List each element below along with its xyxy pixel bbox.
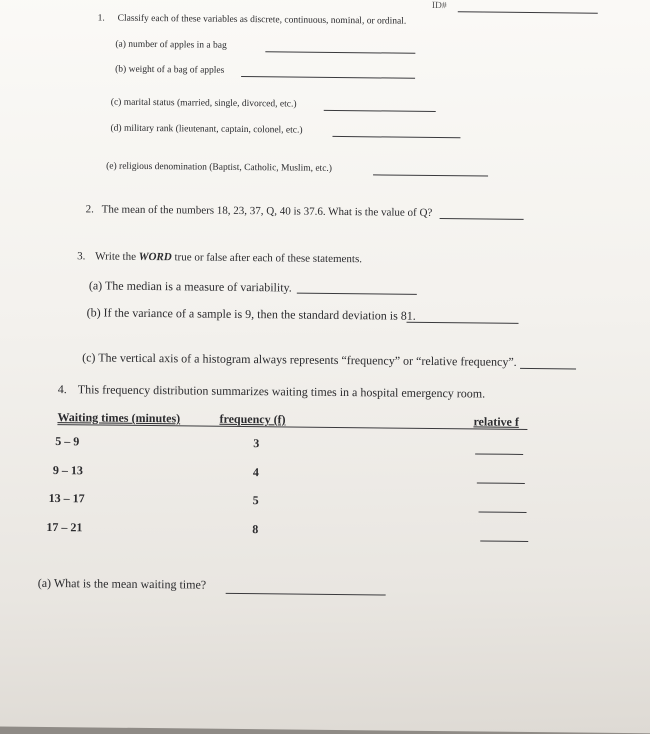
table-row-frequency: 5: [252, 493, 259, 508]
q4-prompt: This frequency distribution summarizes waiting times in a hospital emergency room.: [77, 382, 486, 401]
q3-item-b: (b) If the variance of a sample is 9, then the standard deviation is 81.: [86, 305, 416, 323]
relative-f-answer-line[interactable]: [475, 453, 523, 455]
relative-f-answer-line[interactable]: [479, 511, 527, 513]
q3-prompt: Write the WORD true or false after each of these statements.: [95, 250, 363, 266]
table-row-frequency: 3: [253, 436, 260, 451]
q3-answer-line-a[interactable]: [297, 293, 417, 295]
q3-answer-line-c[interactable]: [520, 368, 576, 370]
col-header-relative-f: relative f: [473, 414, 519, 429]
q1-number: 1.: [97, 13, 105, 24]
q4-answer-line-a[interactable]: [226, 593, 386, 596]
q1-answer-line-e[interactable]: [373, 174, 488, 176]
q3-item-c: (c) The vertical axis of a histogram always represents “frequency” or “relative frequency”.: [82, 350, 517, 369]
id-label: ID#: [431, 0, 447, 12]
q1-item-d: (d) military rank (lieutenant, captain, colonel, etc.): [110, 123, 303, 136]
q2-answer-line[interactable]: [440, 218, 524, 220]
q4-number: 4.: [57, 382, 67, 397]
q1-item-c: (c) marital status (married, single, divorced, etc.): [110, 97, 297, 110]
q4-sub-a: (a) What is the mean waiting time?: [37, 575, 207, 592]
q3-number: 3.: [77, 250, 86, 263]
table-row-interval: 13 – 17: [48, 490, 85, 506]
q1-answer-line-d[interactable]: [332, 136, 460, 138]
q2-number: 2.: [85, 203, 95, 216]
col-header-frequency: frequency (f): [219, 411, 286, 427]
q1-item-b: (b) weight of a bag of apples: [115, 64, 225, 76]
relative-f-answer-line[interactable]: [477, 482, 525, 484]
q1-item-a: (a) number of apples in a bag: [115, 39, 227, 51]
q3-answer-line-b[interactable]: [407, 322, 519, 324]
col-header-waiting-times: Waiting times (minutes): [57, 410, 181, 426]
q3-item-a: (a) The median is a measure of variability.: [88, 278, 292, 295]
q1-answer-line-c[interactable]: [324, 110, 436, 112]
table-row-interval: 17 – 21: [46, 519, 83, 535]
q1-prompt: Classify each of these variables as discrete, continuous, nominal, or ordinal.: [117, 13, 407, 27]
table-row-frequency: 8: [252, 522, 259, 537]
id-answer-line[interactable]: [458, 11, 598, 13]
relative-f-answer-line[interactable]: [480, 540, 528, 542]
table-header-rule: [57, 424, 527, 430]
table-row-frequency: 4: [252, 465, 260, 480]
table-row-interval: 9 – 13: [52, 463, 84, 478]
q1-answer-line-a[interactable]: [265, 51, 415, 54]
q1-answer-line-b[interactable]: [241, 76, 415, 79]
q2-prompt: The mean of the numbers 18, 23, 37, Q, 40 is 37.6. What is the value of Q?: [101, 203, 433, 219]
q1-item-e: (e) religious denomination (Baptist, Catholic, Muslim, etc.): [106, 161, 333, 174]
table-row-interval: 5 – 9: [55, 434, 80, 449]
